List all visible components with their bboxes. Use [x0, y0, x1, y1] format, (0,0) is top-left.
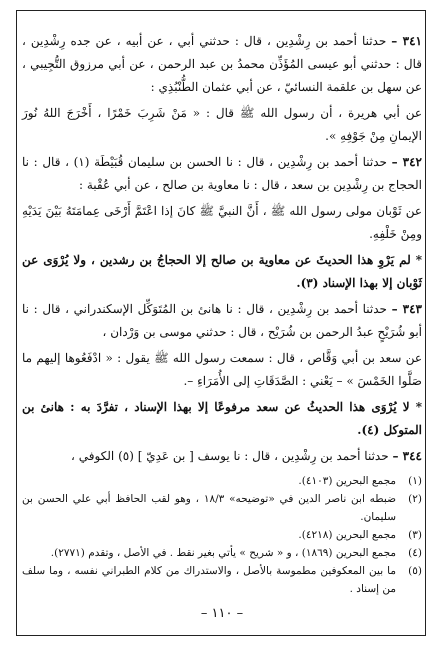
commentary-note-2: * لا يُرْوَى هذا الحديثُ عن سعد مرفوعًا إلا بهذا الإسناد ، تفرَّدَ به : هانئ بن المتوكل (٤). [22, 400, 422, 437]
hadith-number: ٣٤٣ – [391, 302, 422, 316]
hadith-text: عن أبي هريرة ، أن رسول الله ﷺ قال : « مَنْ شَرِبَ خَمْرًا ، أَخْرَجَ اللهُ نُورَ الإيمانِ مِنْ جَوْفِهِ ». [22, 106, 422, 143]
hadith-text: حدثنا أحمد بن رِشْدِين ، قال : نا يوسف [ بن عَدِيّ ] (٥) الكوفي ، [71, 449, 389, 463]
footnote-text: مجمع البحرين (٤٢١٨). [298, 529, 396, 541]
page-number: – ١١٠ – [200, 606, 244, 621]
footnote-number: (٥) [408, 565, 422, 577]
footnote-number: (٣) [408, 529, 422, 541]
hadith-text: حدثنا أحمد بن رِشْدِين ، قال : نا الحسن بن سليمان قُبَيْطَة (١) ، قال : نا الحجاج بن رِشْدِين بن سعد ، قال : نا معاوية بن صالح ، عن أبي عُقْبة : [22, 155, 422, 192]
footnote-number: (٢) [408, 493, 422, 505]
hadith-text: عن ثَوْبان مولى رسول الله ﷺ ، أَنَّ النبيَّ ﷺ كانَ إذا اعْتَمَّ أَرْخَى عِمامَتَهُ بَيْنَ يَدَيْهِ ومِنْ خَلْفِهِ. [22, 204, 422, 241]
footnote-number: (٤) [408, 547, 422, 559]
footnote-number: (١) [408, 475, 422, 487]
hadith-text: عن سعد بن أبي وَقَّاص ، قال : سمعت رسول الله ﷺ يقول : « ادْفَعُوها إليهم ما صَلَّوا الخَمْسَ » – يَعْني : الصَّدَقَاتِ إلى الأُمَرَاءِ –. [22, 351, 422, 388]
footnote-text: ضبطه ابن ناصر الدين في «توضيحه» ١٨/٣ ، وهو لقب الحافظ أبي علي الحسن بن سليمان. [22, 493, 396, 523]
hadith-number: ٣٤٢ – [391, 155, 422, 169]
footnote-text: مجمع البحرين (٤١٠٣). [298, 475, 396, 487]
page-frame [16, 10, 426, 636]
footnote-text: مجمع البحرين (١٨٦٩) ، و « شريح » يأتي بغير نقط . في الأصل ، وتقدم (٢٧٧١). [50, 547, 396, 559]
commentary-note-1: * لم يَرْوِ هذا الحديثَ عن معاوية بن صالح إلا الحجاجُ بن رشدين ، ولا يُرْوَى عن ثَوْبان إلا بهذا الإسناد (٣). [22, 253, 422, 290]
hadith-number: ٣٤٤ – [392, 449, 422, 463]
hadith-text: حدثنا أحمد بن رِشْدِين ، قال : نا هانئ بن المُتَوَكِّل الإسكندراني ، قال : نا أبو شُرَيْحٍ عبدُ الرحمن بن شُرَيْح ، قال : حدثني موسى بن وَرْدان ، [22, 302, 422, 339]
hadith-number: ٣٤١ – [391, 34, 422, 48]
footnote-text: ما بين المعكوفين مطموسة بالأصل ، والاستدراك من كلام الطبراني نفسه ، وما سلف من إسناد . [22, 565, 396, 595]
hadith-text: حدثنا أحمد بن رِشْدِين ، قال : حدثني أبي ، عن أبيه ، عن جده رِشْدِين ، قال : حدثني أبو عيسى المُؤَذِّن محمدُ بن عبد الرحمن ، عن أبي مرزوق التُّجِيبي ، عن سهل بن علقمة النسائيّ ، عن أبي عثمان الطُّنْبُذِي : [22, 34, 422, 94]
